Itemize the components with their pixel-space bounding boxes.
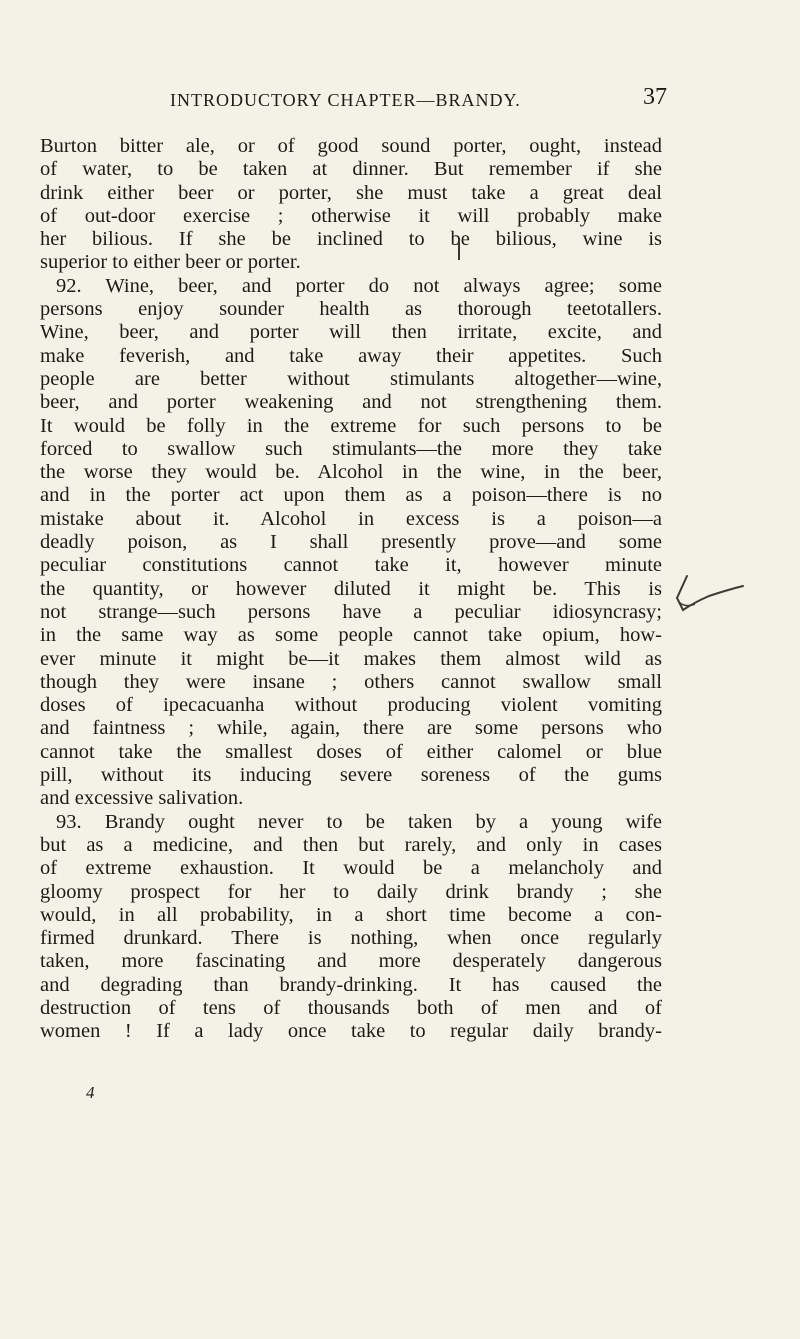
text-line: destruction of tens of thousands both of men and of <box>40 996 662 1019</box>
text-line: deadly poison, as I shall presently prove—and some <box>40 531 662 554</box>
text-line: doses of ipecacuanha without producing violent vomiting <box>40 694 662 717</box>
body-text <box>40 135 662 1044</box>
text-line: persons enjoy sounder health as thorough teetotallers. <box>40 298 662 321</box>
text-line: of water, to be taken at dinner. But remember if she <box>40 158 662 181</box>
text-line: It would be folly in the extreme for such persons to be <box>40 414 662 437</box>
text-line: beer, and porter weakening and not strengthening them. <box>40 391 662 414</box>
page-header <box>0 84 800 120</box>
text-line: the quantity, or however diluted it might be. This is <box>40 577 662 600</box>
text-line: forced to swallow such stimulants—the more they take <box>40 437 662 460</box>
paragraph-93-start: 93. Brandy ought never to be taken by a young wife <box>56 810 662 833</box>
text-line: mistake about it. Alcohol in excess is a poison—a <box>40 507 662 530</box>
text-line: pill, without its inducing severe soreness of the gums <box>40 764 662 787</box>
text-line: not strange—such persons have a peculiar idiosyncrasy; <box>40 600 662 623</box>
signature-mark: 4 <box>86 1083 95 1102</box>
text-line: drink either beer or porter, she must take a great deal <box>40 181 662 204</box>
text-line: superior to either beer or porter. <box>40 251 301 274</box>
text-line: the worse they would be. Alcohol in the wine, in the beer, <box>40 461 662 484</box>
text-line: peculiar constitutions cannot take it, however minute <box>40 554 662 577</box>
text-line: make feverish, and take away their appetites. Such <box>40 344 662 367</box>
page-number: 37 <box>643 84 667 110</box>
text-line: and degrading than brandy-drinking. It has caused the <box>40 973 662 996</box>
text-line: firmed drunkard. There is nothing, when once regularly <box>40 927 662 950</box>
text-line: cannot take the smallest doses of either calomel or blue <box>40 740 662 763</box>
text-line: though they were insane ; others cannot swallow small <box>40 670 662 693</box>
paragraph-92-start: 92. Wine, beer, and porter do not always agree; some <box>56 274 662 297</box>
text-line: taken, more fascinating and more desperately dangerous <box>40 950 662 973</box>
margin-tick-mark <box>458 242 464 260</box>
text-line: of extreme exhaustion. It would be a melancholy and <box>40 857 662 880</box>
text-line: in the same way as some people cannot take opium, how- <box>40 624 662 647</box>
text-line: ever minute it might be—it makes them almost wild as <box>40 647 662 670</box>
pencil-mark-icon <box>665 568 795 638</box>
text-line: Wine, beer, and porter will then irritate, excite, and <box>40 321 662 344</box>
text-line: gloomy prospect for her to daily drink brandy ; she <box>40 880 662 903</box>
text-line: and in the porter act upon them as a poison—there is no <box>40 484 662 507</box>
text-line: but as a medicine, and then but rarely, and only in cases <box>40 833 662 856</box>
text-line: of out-door exercise ; otherwise it will probably make <box>40 204 662 227</box>
text-line: would, in all probability, in a short time become a con- <box>40 903 662 926</box>
text-line: Burton bitter ale, or of good sound porter, ought, instead <box>40 135 662 157</box>
text-line: people are better without stimulants altogether—wine, <box>40 367 662 390</box>
text-line: and excessive salivation. <box>40 787 244 810</box>
text-line: her bilious. If she be inclined to be bilious, wine is <box>40 228 662 251</box>
running-head: INTRODUCTORY CHAPTER—BRANDY. <box>170 90 521 110</box>
text-line: women ! If a lady once take to regular daily brandy- <box>40 1020 662 1043</box>
text-line: and faintness ; while, again, there are some persons who <box>40 717 662 740</box>
